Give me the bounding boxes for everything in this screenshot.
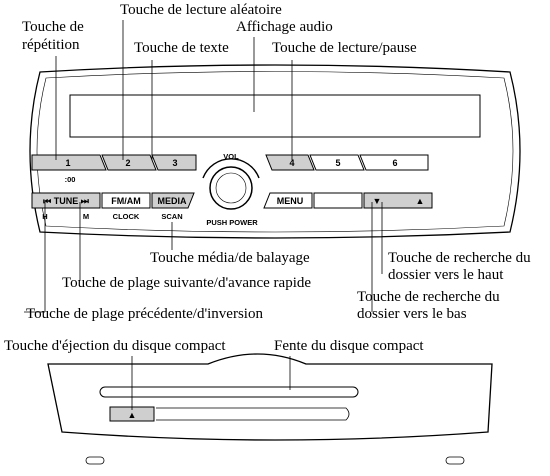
menu-button-label: MENU <box>276 196 304 206</box>
callout-shuffle: Touche de lecture aléatoire <box>120 2 282 18</box>
callout-audio-display: Affichage audio <box>236 19 333 35</box>
scan-label: SCAN <box>161 212 183 221</box>
audio-display <box>70 95 480 137</box>
callout-folder-up-line1: Touche de recherche du <box>388 250 531 266</box>
volume-knob[interactable] <box>210 167 252 209</box>
callout-next-ff: Touche de plage suivante/d'avance rapide <box>62 275 312 291</box>
blank-button[interactable] <box>314 193 362 208</box>
cd-eject-icon: ▲ <box>127 410 137 420</box>
folder-down-icon: ▼ <box>372 196 382 206</box>
clock-label: CLOCK <box>112 212 140 221</box>
callout-folder-down-line1: Touche de recherche du <box>357 289 500 305</box>
volume-label: VOL <box>223 152 239 161</box>
callout-play-pause: Touche de lecture/pause <box>272 40 417 56</box>
callout-media-scan: Touche média/de balayage <box>150 250 310 266</box>
cd-slot <box>100 387 358 397</box>
preset-button-5-label: 5 <box>335 158 341 168</box>
hour-label: H <box>42 212 48 221</box>
media-button-label: MEDIA <box>157 196 187 206</box>
clock-zero-label: :00 <box>64 175 76 184</box>
minute-label: M <box>82 212 90 221</box>
callout-prev-rew: Touche de plage précédente/d'inversion <box>26 306 263 322</box>
audio-unit-outline <box>30 65 520 238</box>
preset-button-3-label: 3 <box>172 158 178 168</box>
push-power-label: PUSH POWER <box>206 218 258 227</box>
tune-button-label: ⏮ TUNE ⏭ <box>43 196 89 206</box>
preset-button-2-label: 2 <box>125 158 131 168</box>
cd-lower-slot <box>156 408 349 420</box>
folder-up-icon: ▲ <box>415 196 425 206</box>
callout-repeat-line1: Touche de <box>22 19 84 35</box>
preset-button-1-label: 1 <box>65 158 71 168</box>
fm-am-button-label: FM/AM <box>111 196 141 206</box>
cd-right-foot <box>446 457 464 464</box>
callout-folder-up-line2: dossier vers le haut <box>388 267 504 283</box>
cd-left-foot <box>86 457 104 464</box>
callout-repeat-line2: répétition <box>22 37 80 53</box>
preset-button-4-label: 4 <box>289 158 295 168</box>
callout-cd-eject: Touche d'éjection du disque compact <box>4 338 226 354</box>
callout-cd-slot: Fente du disque compact <box>274 338 424 354</box>
preset-button-6-label: 6 <box>392 158 398 168</box>
callout-text: Touche de texte <box>134 40 229 56</box>
callout-folder-down-line2: dossier vers le bas <box>357 306 467 322</box>
